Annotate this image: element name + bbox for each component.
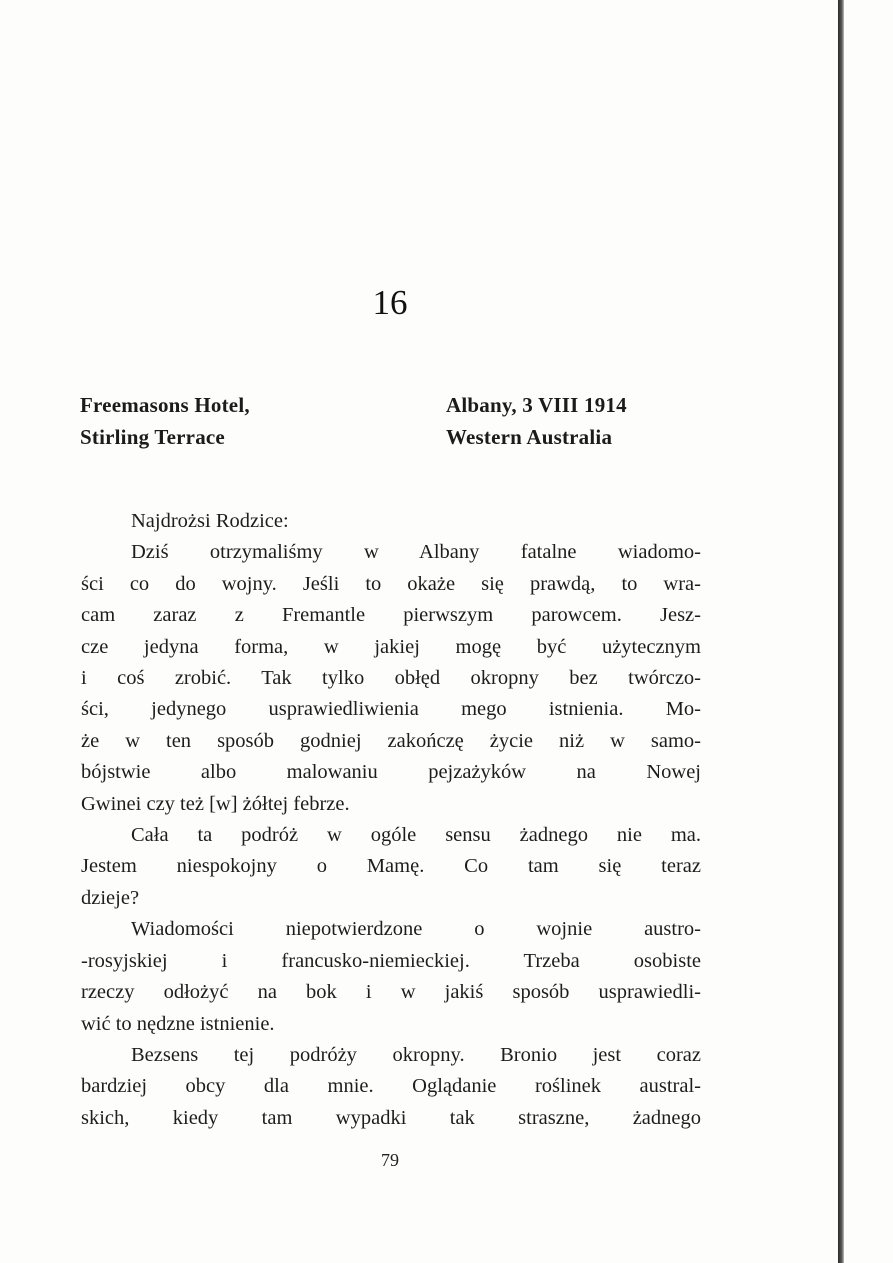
text-line: cam zaraz z Fremantle pierwszym parowcem. Jesz- (81, 604, 701, 627)
text-line: Wiadomości niepotwierdzone o wojnie austro- (131, 918, 701, 941)
text-line: bardziej obcy dla mnie. Oglądanie roślinek austral- (81, 1075, 701, 1098)
letter-body (81, 506, 701, 1134)
text-line: rzeczy odłożyć na bok i w jakiś sposób usprawiedli- (81, 981, 701, 1004)
text-line: cze jedyna forma, w jakiej mogę być użytecznym (81, 635, 701, 658)
text-line: Cała ta podróż w ogóle sensu żadnego nie ma. (131, 824, 701, 847)
text-line: i coś zrobić. Tak tylko obłęd okropny bez twórczo- (81, 667, 701, 690)
page-number: 79 (381, 1150, 399, 1170)
text-line: skich, kiedy tam wypadki tak straszne, żadnego (81, 1106, 701, 1129)
address-line: Stirling Terrace (80, 425, 225, 449)
chapter-number: 16 (372, 283, 408, 322)
text-line: Bezsens tej podróży okropny. Bronio jest coraz (131, 1043, 701, 1066)
address-line: Freemasons Hotel, (80, 393, 250, 417)
place-and-date (446, 389, 716, 453)
place-date-line: Albany, 3 VIII 1914 (446, 393, 627, 417)
page-edge-shadow (838, 0, 844, 1263)
text-line: wić to nędzne istnienie. (81, 1012, 275, 1035)
text-line: że w ten sposób godniej zakończę życie niż w samo- (81, 729, 701, 752)
text-line: Dziś otrzymaliśmy w Albany fatalne wiadomo- (131, 541, 701, 564)
text-line: -rosyjskiej i francusko-niemieckiej. Trzeba osobiste (81, 949, 701, 972)
text-line: ści co do wojny. Jeśli to okaże się prawdą, to wra- (81, 572, 701, 595)
sender-address (80, 389, 380, 453)
salutation: Najdrożsi Rodzice: (131, 510, 289, 532)
text-line: dzieje? (81, 886, 140, 909)
place-date-line: Western Australia (446, 425, 613, 449)
text-line: ści, jedynego usprawiedliwienia mego istnienia. Mo- (81, 698, 701, 721)
text-line: Jestem niespokojny o Mamę. Co tam się teraz (81, 855, 701, 878)
text-line: Gwinei czy też [w] żółtej febrze. (81, 792, 350, 815)
text-line: bójstwie albo malowaniu pejzażyków na Nowej (81, 761, 701, 784)
